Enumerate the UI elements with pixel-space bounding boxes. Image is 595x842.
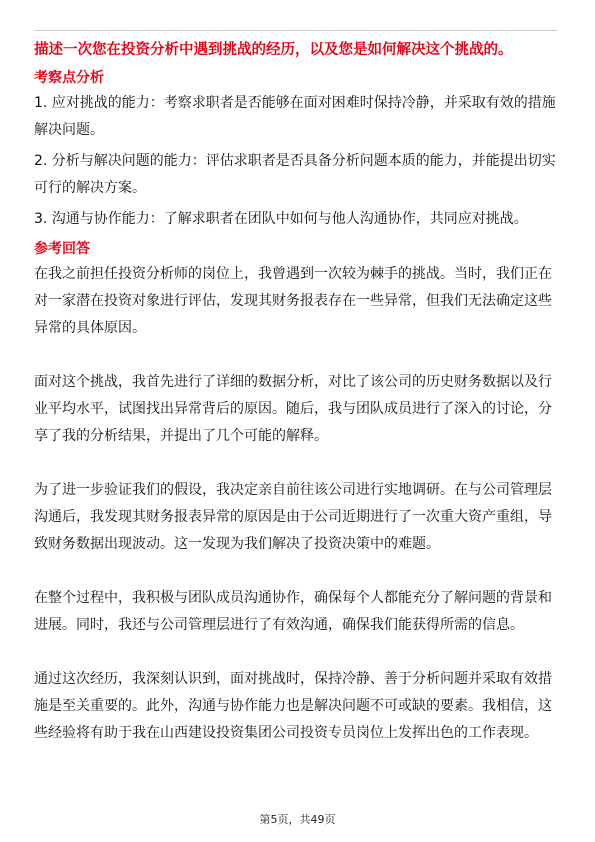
answer-body	[34, 261, 557, 747]
top-divider	[34, 30, 557, 31]
page-number: 第5页，共49页	[259, 813, 336, 826]
question-heading: 描述一次您在投资分析中遇到挑战的经历，以及您是如何解决这个挑战的。	[34, 42, 513, 58]
analysis-title: 考察点分析	[34, 70, 104, 86]
answer-paragraph-3: 为了进一步验证我们的假设，我决定亲自前往该公司进行实地调研。在与公司管理层沟通后，我发现其财务报表异常的原因是由于公司近期进行了一次重大资产重组，导致财务数据出现波动。这一发现为我们解决了投资决策中的难题。	[34, 482, 552, 552]
answer-title: 参考回答	[34, 241, 90, 257]
analysis-item-3: 3. 沟通与协作能力：了解求职者在团队中如何与他人沟通协作，共同应对挑战。	[34, 211, 528, 227]
analysis-item-2: 2. 分析与解决问题的能力：评估求职者是否具备分析问题本质的能力，并能提出切实可行的解决方案。	[34, 153, 556, 196]
answer-paragraph-4: 在整个过程中，我积极与团队成员沟通协作，确保每个人都能充分了解问题的背景和进展。同时，我还与公司管理层进行了有效沟通，确保我们能获得所需的信息。	[34, 590, 552, 633]
answer-paragraph-1: 在我之前担任投资分析师的岗位上，我曾遇到一次较为棘手的挑战。当时，我们正在对一家潜在投资对象进行评估，发现其财务报表存在一些异常，但我们无法确定这些异常的具体原因。	[34, 266, 552, 336]
analysis-item-1: 1. 应对挑战的能力：考察求职者是否能够在面对困难时保持冷静，并采取有效的措施解决问题。	[34, 95, 556, 138]
answer-paragraph-5: 通过这次经历，我深刻认识到，面对挑战时，保持冷静、善于分析问题并采取有效措施是至关重要的。此外，沟通与协作能力也是解决问题不可或缺的要素。我相信，这些经验将有助于我在山西建设投资集团公司投资专员岗位上发挥出色的工作表现。	[34, 671, 552, 741]
document-body	[34, 38, 557, 774]
answer-paragraph-2: 面对这个挑战，我首先进行了详细的数据分析，对比了该公司的历史财务数据以及行业平均水平，试图找出异常背后的原因。随后，我与团队成员进行了深入的讨论，分享了我的分析结果，并提出了几个可能的解释。	[34, 374, 552, 444]
analysis-list	[34, 90, 557, 233]
